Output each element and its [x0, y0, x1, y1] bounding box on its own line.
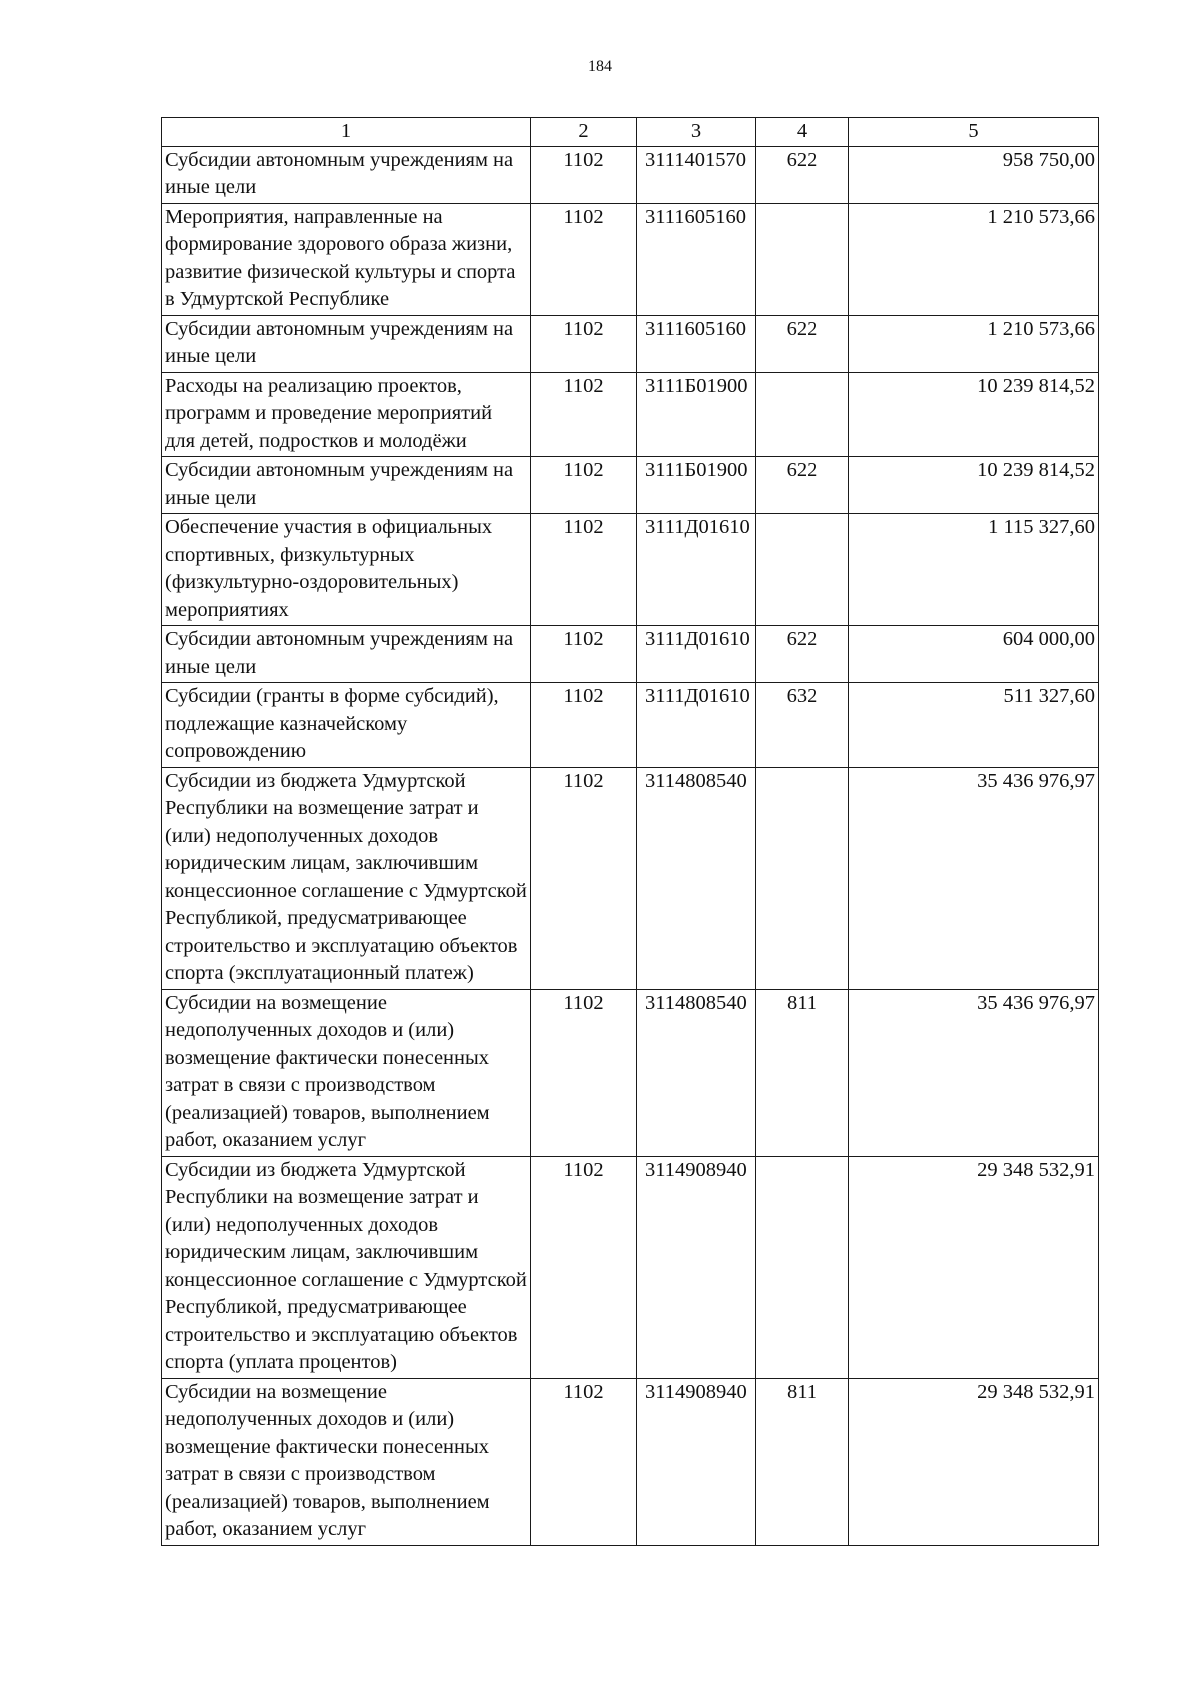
row-section: 1102 [531, 989, 637, 1156]
row-type: 811 [756, 1378, 849, 1545]
table-row [162, 315, 1099, 372]
column-header-code: 3 [637, 118, 756, 147]
row-amount: 1 210 573,66 [849, 315, 1099, 372]
row-type: 632 [756, 683, 849, 768]
row-code: 3111Д01610 [637, 514, 756, 626]
row-code: 3111Б01900 [637, 457, 756, 514]
row-code: 3114808540 [637, 989, 756, 1156]
table-row [162, 767, 1099, 989]
row-type: 622 [756, 146, 849, 203]
row-section: 1102 [531, 372, 637, 457]
row-name: Субсидии на возмещение недополученных доходов и (или) возмещение фактически понесенных затрат в связи с производством (реализацией) товаров, выполнением работ, оказанием услуг [162, 989, 531, 1156]
table-row [162, 626, 1099, 683]
row-name: Субсидии из бюджета Удмуртской Республики на возмещение затрат и (или) недополученных доходов юридическим лицам, заключившим концессионное соглашение с Удмуртской Республикой, предусматривающее строительство и эксплуатацию объектов спорта (эксплуатационный платеж) [162, 767, 531, 989]
row-name: Субсидии автономным учреждениям на иные цели [162, 457, 531, 514]
row-amount: 1 115 327,60 [849, 514, 1099, 626]
row-name: Обеспечение участия в официальных спортивных, физкультурных (физкультурно-оздоровительных) мероприятиях [162, 514, 531, 626]
row-section: 1102 [531, 626, 637, 683]
row-amount: 10 239 814,52 [849, 372, 1099, 457]
row-name: Субсидии (гранты в форме субсидий), подлежащие казначейскому сопровождению [162, 683, 531, 768]
row-amount: 35 436 976,97 [849, 989, 1099, 1156]
table-row [162, 514, 1099, 626]
row-code: 3114908940 [637, 1156, 756, 1378]
row-section: 1102 [531, 767, 637, 989]
column-header-section: 2 [531, 118, 637, 147]
row-name: Субсидии из бюджета Удмуртской Республики на возмещение затрат и (или) недополученных доходов юридическим лицам, заключившим концессионное соглашение с Удмуртской Республикой, предусматривающее строительство и эксплуатацию объектов спорта (уплата процентов) [162, 1156, 531, 1378]
row-type: 622 [756, 626, 849, 683]
row-type [756, 1156, 849, 1378]
row-amount: 1 210 573,66 [849, 203, 1099, 315]
table-row [162, 372, 1099, 457]
row-name: Субсидии автономным учреждениям на иные цели [162, 626, 531, 683]
row-code: 3114908940 [637, 1378, 756, 1545]
row-name: Расходы на реализацию проектов, программ и проведение мероприятий для детей, подростков и молодёжи [162, 372, 531, 457]
row-section: 1102 [531, 457, 637, 514]
row-section: 1102 [531, 683, 637, 768]
row-code: 3111Д01610 [637, 683, 756, 768]
row-amount: 29 348 532,91 [849, 1378, 1099, 1545]
table-row [162, 989, 1099, 1156]
row-section: 1102 [531, 1378, 637, 1545]
table-row [162, 203, 1099, 315]
row-amount: 604 000,00 [849, 626, 1099, 683]
row-amount: 35 436 976,97 [849, 767, 1099, 989]
row-code: 3111Д01610 [637, 626, 756, 683]
row-section: 1102 [531, 203, 637, 315]
table-row [162, 683, 1099, 768]
table-row [162, 146, 1099, 203]
table-row [162, 1378, 1099, 1545]
row-type: 622 [756, 457, 849, 514]
page-number: 184 [588, 58, 612, 75]
row-section: 1102 [531, 1156, 637, 1378]
column-header-type: 4 [756, 118, 849, 147]
row-code: 3111605160 [637, 315, 756, 372]
column-header-name: 1 [162, 118, 531, 147]
row-section: 1102 [531, 315, 637, 372]
row-type [756, 514, 849, 626]
budget-table [161, 117, 1099, 1546]
row-amount: 10 239 814,52 [849, 457, 1099, 514]
row-code: 3111Б01900 [637, 372, 756, 457]
table-header-row [162, 118, 1099, 147]
row-name: Субсидии на возмещение недополученных доходов и (или) возмещение фактически понесенных затрат в связи с производством (реализацией) товаров, выполнением работ, оказанием услуг [162, 1378, 531, 1545]
row-name: Субсидии автономным учреждениям на иные цели [162, 146, 531, 203]
row-code: 3111605160 [637, 203, 756, 315]
column-header-amount: 5 [849, 118, 1099, 147]
row-section: 1102 [531, 514, 637, 626]
row-type [756, 203, 849, 315]
row-code: 3111401570 [637, 146, 756, 203]
row-amount: 29 348 532,91 [849, 1156, 1099, 1378]
row-type: 622 [756, 315, 849, 372]
row-section: 1102 [531, 146, 637, 203]
table-row [162, 1156, 1099, 1378]
row-amount: 958 750,00 [849, 146, 1099, 203]
row-type: 811 [756, 989, 849, 1156]
row-type [756, 767, 849, 989]
row-name: Мероприятия, направленные на формирование здорового образа жизни, развитие физической культуры и спорта в Удмуртской Республике [162, 203, 531, 315]
row-type [756, 372, 849, 457]
table-row [162, 457, 1099, 514]
row-name: Субсидии автономным учреждениям на иные цели [162, 315, 531, 372]
row-code: 3114808540 [637, 767, 756, 989]
row-amount: 511 327,60 [849, 683, 1099, 768]
